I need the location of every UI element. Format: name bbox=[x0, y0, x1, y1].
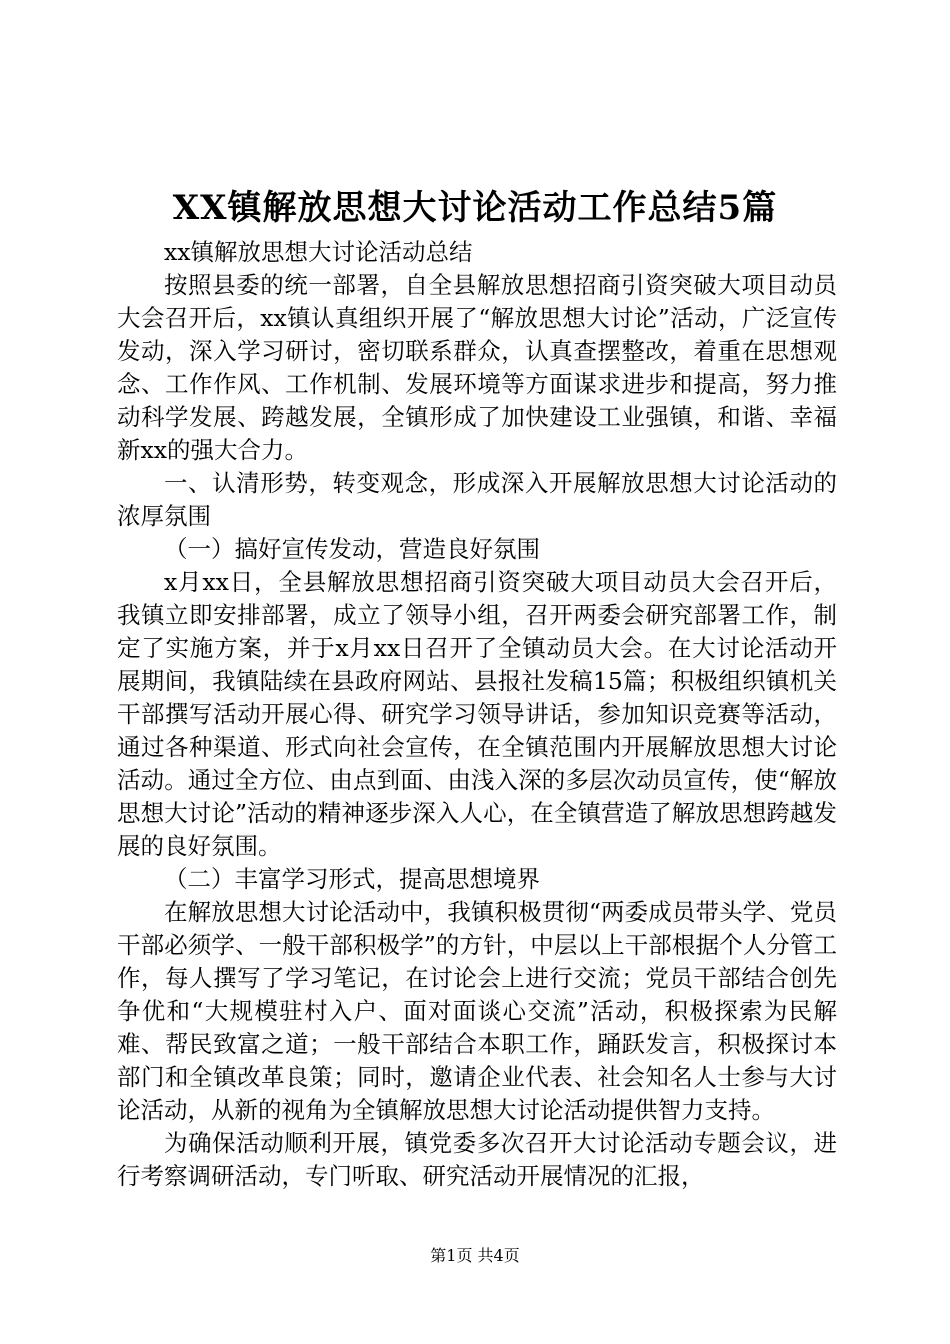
paragraph-subtitle: xx镇解放思想大讨论活动总结 bbox=[164, 238, 473, 266]
paragraph-intro: 按照县委的统一部署，自全县解放思想招商引资突破大项目动员大会召开后，xx镇认真组织开展了“解放思想大讨论”活动，广泛宣传发动，深入学习研讨，密切联系群众，认真查摆整改，着重在思想观念、工作作风、工作机制、发展环境等方面谋求进步和提高，努力推动科学发展、跨越发展，全镇形成了加快建设工业强镇，和谐、幸福新xx的强大合力。 bbox=[117, 271, 837, 464]
subsection-heading-2: （二）丰富学习形式，提高思想境界 bbox=[164, 865, 540, 893]
page-total: 共4页 bbox=[477, 1246, 520, 1265]
document-title: XX镇解放思想大讨论活动工作总结5篇 bbox=[172, 188, 778, 228]
paragraph-learning: 在解放思想大讨论活动中，我镇积极贯彻“两委成员带头学、党员干部必须学、一般干部积极学”的方针，中层以上干部根据个人分管工作，每人撰写了学习笔记，在讨论会上进行交流；党员干部结合创先争优和“大规模驻村入户、面对面谈心交流”活动，积极探索为民解难、帮民致富之道；一般干部结合本职工作，踊跃发言，积极探讨本部门和全镇改革良策；同时，邀请企业代表、社会知名人士参与大讨论活动，从新的视角为全镇解放思想大讨论活动提供智力支持。 bbox=[117, 898, 837, 1124]
subsection-heading-1: （一）搞好宣传发动，营造良好氛围 bbox=[164, 535, 540, 563]
document-body bbox=[117, 236, 837, 1193]
page-footer bbox=[0, 1245, 950, 1267]
section-heading-1: 一、认清形势，转变观念，形成深入开展解放思想大讨论活动的浓厚氛围 bbox=[117, 469, 837, 530]
paragraph-meetings: 为确保活动顺利开展，镇党委多次召开大讨论活动专题会议，进行考察调研活动，专门听取、研究活动开展情况的汇报， bbox=[117, 1129, 837, 1190]
paragraph-publicity: x月xx日，全县解放思想招商引资突破大项目动员大会召开后，我镇立即安排部署，成立了领导小组，召开两委会研究部署工作，制定了实施方案，并于x月xx日召开了全镇动员大会。在大讨论活动开展期间，我镇陆续在县政府网站、县报社发稿15篇；积极组织镇机关干部撰写活动开展心得、研究学习领导讲话，参加知识竞赛等活动，通过各种渠道、形式向社会宣传，在全镇范围内开展解放思想大讨论活动。通过全方位、由点到面、由浅入深的多层次动员宣传，使“解放思想大讨论”活动的精神逐步深入人心，在全镇营造了解放思想跨越发展的良好氛围。 bbox=[117, 568, 837, 860]
page-number: 第1页 bbox=[430, 1246, 473, 1265]
